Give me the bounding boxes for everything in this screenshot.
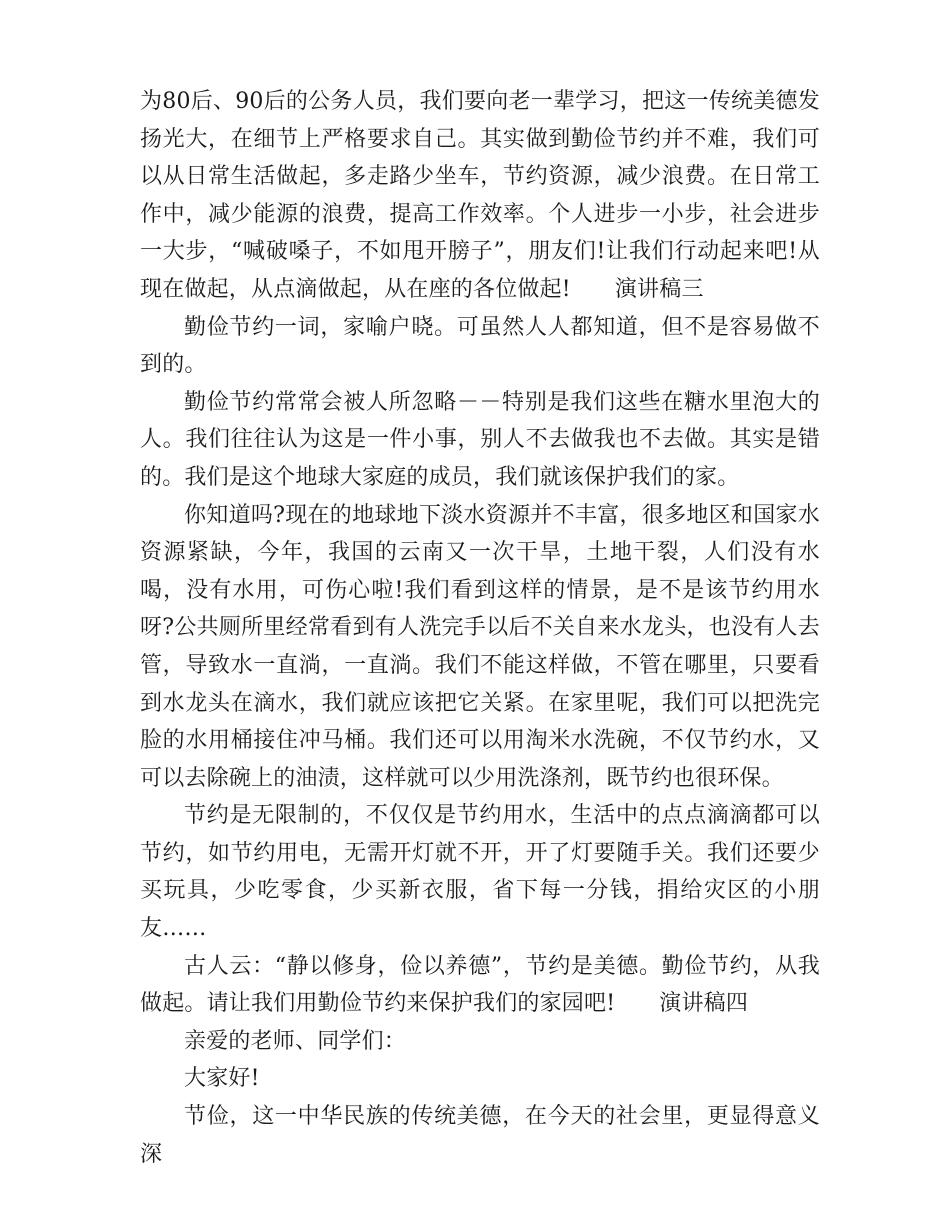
paragraph-9: 节俭，这一中华民族的传统美德，在今天的社会里，更显得意义深: [140, 1104, 820, 1167]
salutation: 亲爱的老师、同学们：: [184, 1028, 407, 1054]
paragraph-6-text: 古人云：“静以修身，俭以养德”，节约是美德。勤俭节约，从我做起。请让我们用勤俭节约来保护我们的家园吧!: [140, 953, 820, 1017]
greeting: 大家好!: [184, 1066, 260, 1092]
speech-heading-3: 演讲稿三: [614, 276, 704, 302]
document-body: [140, 83, 820, 1173]
paragraph-5: 节约是无限制的，不仅仅是节约用水，生活中的点点滴滴都可以节约，如节约用电，无需开灯就不开，开了灯要随手关。我们还要少买玩具，少吃零食，少买新衣服，省下每一分钱，捐给灾区的小朋友……: [140, 803, 820, 942]
paragraph-1: [140, 83, 820, 309]
paragraph-6: [140, 948, 820, 1023]
paragraph-4: 你知道吗?现在的地球地下淡水资源并不丰富，很多地区和国家水资源紧缺，今年，我国的云南又一次干旱，土地干裂，人们没有水喝，没有水用，可伤心啦!我们看到这样的情景，是不是该节约用水呀?公共厕所里经常看到有人洗完手以后不关自来水龙头，也没有人去管，导致水一直淌，一直淌。我们不能这样做，不管在哪里，只要看到水龙头在滴水，我们就应该把它关紧。在家里呢，我们可以把洗完脸的水用桶接住冲马桶。我们还可以用淘米水洗碗，不仅节约水，又可以去除碗上的油渍，这样就可以少用洗涤剂，既节约也很环保。: [140, 502, 820, 791]
speech-heading-4: 演讲稿四: [659, 991, 749, 1017]
paragraph-3: 勤俭节约常常会被人所忽略－－特别是我们这些在糖水里泡大的人。我们往往认为这是一件小事，别人不去做我也不去做。其实是错的。我们是这个地球大家庭的成员，我们就该保护我们的家。: [140, 389, 820, 490]
paragraph-2: 勤俭节约一词，家喻户晓。可虽然人人都知道，但不是容易做不到的。: [140, 314, 820, 378]
paragraph-1-text: 为80后、90后的公务人员，我们要向老一辈学习，把这一传统美德发扬光大，在细节上严格要求自己。其实做到勤俭节约并不难，我们可以从日常生活做起，多走路少坐车，节约资源，减少浪费。在日常工作中，减少能源的浪费，提高工作效率。个人进步一小步，社会进步一大步，“喊破嗓子，不如甩开膀子”，朋友们!让我们行动起来吧!从现在做起，从点滴做起，从在座的各位做起!: [140, 89, 820, 302]
